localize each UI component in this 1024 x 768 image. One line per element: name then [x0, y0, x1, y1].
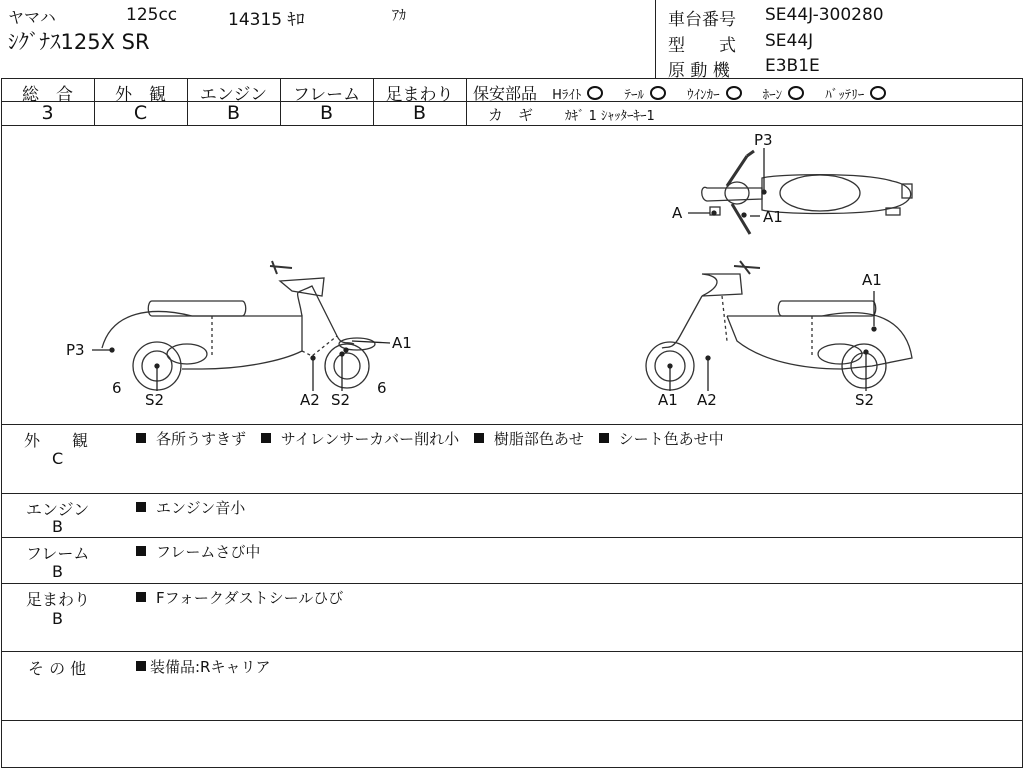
scooter-top-view: [702, 151, 912, 234]
remark-grade: B: [52, 609, 63, 628]
header-divider: [655, 0, 656, 78]
color: ｱｶ: [392, 8, 406, 24]
type-value: SE44J: [765, 31, 814, 51]
bullet-square-icon: [136, 592, 146, 602]
ok-circle-icon: [726, 86, 742, 100]
remark-category: フレーム: [26, 544, 90, 563]
remark-item: [261, 428, 459, 449]
remarks-divider: [1, 651, 1023, 652]
scooter-left-view: [102, 261, 375, 390]
safety-item-name: ﾃｰﾙ: [624, 88, 644, 103]
remark-item: [136, 587, 343, 608]
damage-diagram: [2, 126, 1022, 424]
label-right-s2: S2: [855, 391, 875, 409]
remark-item: [474, 428, 584, 449]
remark-items: [136, 541, 270, 562]
remark-category: 足まわり: [26, 590, 91, 609]
remarks-divider: [1, 720, 1023, 721]
grade-exterior-value: C: [133, 102, 148, 124]
label-top-a1: A1: [763, 208, 783, 226]
label-left-s2a: S2: [145, 391, 165, 409]
remark-category: エンジン: [26, 500, 90, 519]
safety-item-name: ﾊﾞｯﾃﾘｰ: [825, 88, 865, 103]
remark-item: [136, 497, 245, 518]
grade-engine-label: エンジン: [199, 85, 268, 105]
ok-circle-icon: [788, 86, 804, 100]
remark-item-text: 装備品:Rキャリア: [150, 658, 271, 676]
grade-overall-value: 3: [41, 102, 54, 124]
safety-item-name: ﾎｰﾝ: [762, 88, 783, 103]
label-top-p3: P3: [754, 131, 773, 149]
key-value: ｶｷﾞ 1 ｼｬｯﾀｰｷｰ1: [565, 109, 655, 124]
safety-item: [825, 88, 886, 103]
safety-item-name: ｳｲﾝｶｰ: [687, 88, 720, 103]
safety-item-name: Hﾗｲﾄ: [552, 88, 582, 103]
safety-item: [687, 88, 742, 103]
remark-item-text: サイレンサーカバー削れ小: [280, 430, 460, 448]
grade-frame-label: フレーム: [292, 85, 361, 105]
remark-item-text: Fフォークダストシールひび: [156, 589, 344, 607]
label-left-a2: A2: [300, 391, 320, 409]
label-left-a1: A1: [392, 334, 412, 352]
ok-circle-icon: [650, 86, 666, 100]
model-name: ｼｸﾞﾅｽ125X SR: [8, 30, 150, 54]
key-label: カ ギ: [488, 106, 534, 124]
grade-suspension-value: B: [412, 102, 427, 124]
ok-circle-icon: [870, 86, 886, 100]
frame-number-label: 車台番号: [668, 10, 736, 30]
label-right-a2: A2: [697, 391, 717, 409]
type-label: 型 式: [668, 36, 736, 56]
bullet-square-icon: [136, 661, 146, 671]
bullet-square-icon: [136, 433, 146, 443]
remarks-divider: [1, 493, 1023, 494]
bullet-square-icon: [474, 433, 484, 443]
engine-label: 原 動 機: [668, 61, 730, 81]
safety-item: [552, 88, 603, 103]
safety-item: [624, 88, 666, 103]
remark-item: [136, 428, 246, 449]
maker: ヤマハ: [8, 8, 56, 27]
remark-items: [136, 428, 734, 449]
remark-item-text: 各所うすきず: [156, 430, 247, 448]
safety-parts-row: [473, 81, 886, 104]
label-top-a: A: [672, 204, 683, 222]
label-right-a1: A1: [658, 391, 678, 409]
label-left-s2b: S2: [331, 391, 351, 409]
remark-category: 外 観: [24, 431, 89, 450]
displacement: 125cc: [126, 5, 178, 25]
remark-item-text: フレームさび中: [156, 543, 261, 561]
bullet-square-icon: [136, 502, 146, 512]
remark-grade: B: [52, 517, 63, 536]
bullet-square-icon: [261, 433, 271, 443]
remark-grade: C: [52, 449, 64, 468]
remarks-divider: [1, 583, 1023, 584]
engine-value: E3B1E: [765, 56, 820, 76]
grade-overall-label: 総 合: [22, 85, 73, 105]
grade-suspension-label: 足まわり: [385, 85, 454, 105]
remark-item-text: 樹脂部色あせ: [493, 430, 584, 448]
remark-items: [136, 497, 255, 518]
label-right-a1-top: A1: [862, 271, 882, 289]
remark-grade: B: [52, 562, 63, 581]
label-left-6b: 6: [377, 379, 387, 397]
label-left-6a: 6: [112, 379, 122, 397]
ok-circle-icon: [587, 86, 603, 100]
grade-exterior-label: 外 観: [115, 85, 166, 105]
remark-category: そ の 他: [28, 659, 87, 678]
safety-item: [763, 88, 805, 103]
label-left-p3: P3: [66, 341, 85, 359]
remark-item-text: エンジン音小: [156, 499, 246, 517]
mileage: 14315 ｷﾛ: [228, 10, 305, 30]
bullet-square-icon: [599, 433, 609, 443]
remark-items: [136, 587, 353, 608]
grade-frame-value: B: [319, 102, 334, 124]
remark-items: [136, 656, 280, 677]
remark-item: [599, 428, 724, 449]
remarks-divider: [1, 537, 1023, 538]
bullet-square-icon: [136, 546, 146, 556]
remark-item-text: シート色あせ中: [618, 430, 724, 448]
frame-number: SE44J-300280: [765, 5, 884, 25]
remark-item: [136, 656, 270, 677]
remark-item: [136, 541, 260, 562]
safety-label: 保安部品: [473, 84, 538, 103]
grade-engine-value: B: [226, 102, 241, 124]
diagram-bottom: [1, 424, 1023, 425]
